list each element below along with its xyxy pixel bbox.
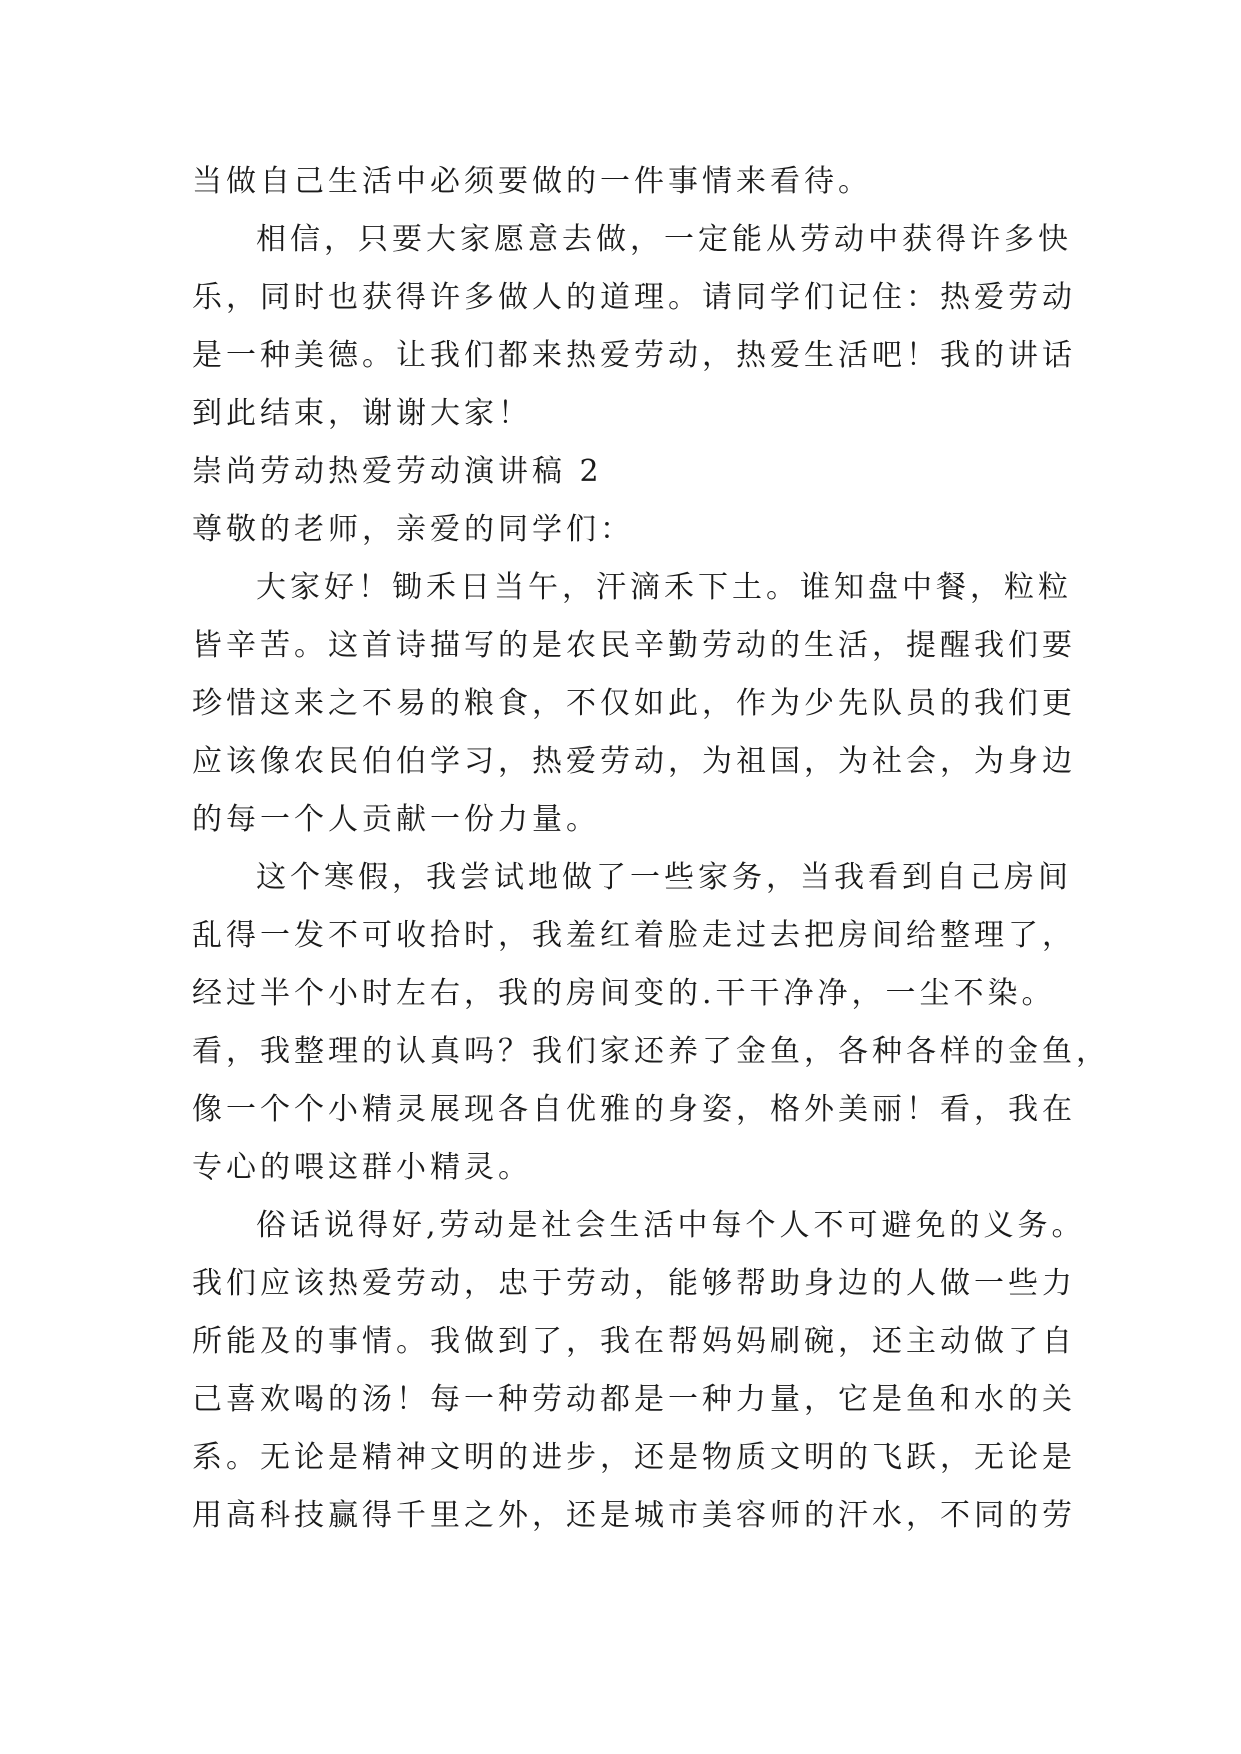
text-line: 到此结束，谢谢大家！ bbox=[192, 396, 532, 431]
text-line: 所能及的事情。我做到了，我在帮妈妈刷碗，还主动做了自 bbox=[192, 1324, 1076, 1359]
text-line: 是一种美德。让我们都来热爱劳动，热爱生活吧！我的讲话 bbox=[192, 338, 1076, 373]
text-line: 应该像农民伯伯学习，热爱劳动，为祖国，为社会，为身边 bbox=[192, 744, 1076, 779]
text-line: 我们应该热爱劳动，忠于劳动，能够帮助身边的人做一些力 bbox=[192, 1266, 1076, 1301]
text-line: 当做自己生活中必须要做的一件事情来看待。 bbox=[192, 164, 872, 199]
paragraph-first-line: 这个寒假，我尝试地做了一些家务，当我看到自己房间 bbox=[256, 860, 1072, 895]
section-title: 崇尚劳动热爱劳动演讲稿 2 bbox=[192, 454, 603, 489]
text-line: 专心的喂这群小精灵。 bbox=[192, 1150, 532, 1185]
text-line: 乱得一发不可收拾时，我羞红着脸走过去把房间给整理了， bbox=[192, 918, 1076, 953]
paragraph-first-line: 大家好！锄禾日当午，汗滴禾下土。谁知盘中餐，粒粒 bbox=[256, 570, 1072, 605]
paragraph-first-line: 俗话说得好,劳动是社会生活中每个人不可避免的义务。 bbox=[256, 1208, 1086, 1243]
text-line: 珍惜这来之不易的粮食，不仅如此，作为少先队员的我们更 bbox=[192, 686, 1076, 721]
text-line: 经过半个小时左右，我的房间变的.干干净净，一尘不染。 bbox=[192, 976, 1056, 1011]
text-line: 像一个个小精灵展现各自优雅的身姿，格外美丽！看，我在 bbox=[192, 1092, 1076, 1127]
document-page bbox=[192, 153, 1110, 1545]
text-line: 乐，同时也获得许多做人的道理。请同学们记住：热爱劳动 bbox=[192, 280, 1076, 315]
text-line: 系。无论是精神文明的进步，还是物质文明的飞跃，无论是 bbox=[192, 1440, 1076, 1475]
text-line: 用高科技赢得千里之外，还是城市美容师的汗水，不同的劳 bbox=[192, 1498, 1076, 1533]
salutation: 尊敬的老师，亲爱的同学们： bbox=[192, 512, 634, 547]
paragraph-first-line: 相信，只要大家愿意去做，一定能从劳动中获得许多快 bbox=[256, 222, 1072, 257]
text-line: 己喜欢喝的汤！每一种劳动都是一种力量，它是鱼和水的关 bbox=[192, 1382, 1076, 1417]
text-line: 皆辛苦。这首诗描写的是农民辛勤劳动的生活，提醒我们要 bbox=[192, 628, 1076, 663]
text-line: 看，我整理的认真吗？我们家还养了金鱼，各种各样的金鱼， bbox=[192, 1034, 1110, 1069]
text-line: 的每一个人贡献一份力量。 bbox=[192, 802, 600, 837]
